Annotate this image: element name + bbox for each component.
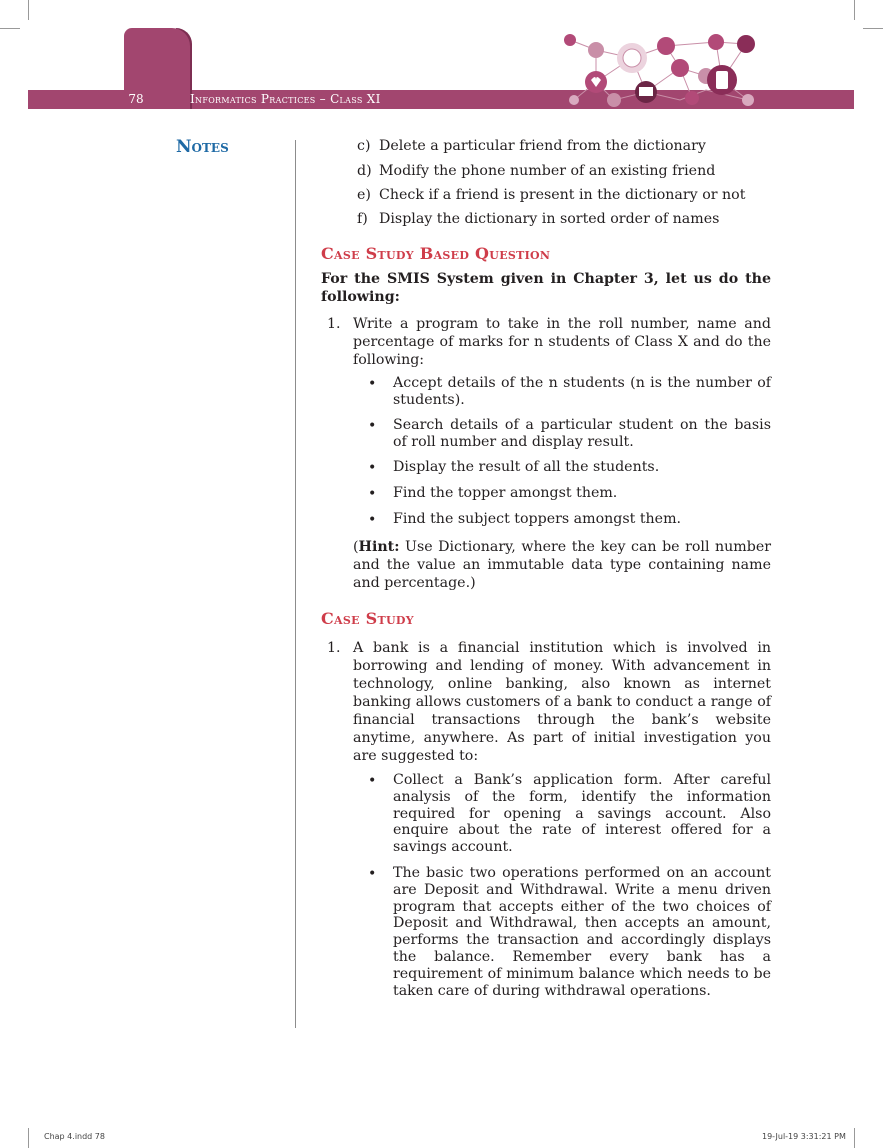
exercise-item-marker: e) [357,187,371,203]
question-text: A bank is a financial institution which is involved in borrowing and lending of money. With advancement in technology, online banking, also known as internet banking allows customers of a bank to conduct a range of financial transactions through the bank’s website anytime, anywhere. As part of initial investigation you are suggested to: [353,640,771,764]
notes-label: Notes [176,137,229,157]
footer-file-info: Chap 4.indd 78 [44,1132,105,1141]
bullet-text: Find the subject toppers amongst them. [393,511,682,527]
crop-mark [863,28,883,29]
crop-mark [28,1128,29,1148]
question-number: 1. [327,316,341,332]
question-number: 1. [327,640,341,656]
bullet-text: The basic two operations performed on an account are Deposit and Withdrawal. Write a menu driven program that accepts either of the two choices of Deposit and Withdrawal, then accepts an amount, performs the transaction and accordingly displays the balance. Remember every bank has a requirement of minimum balance which needs to be taken care of during withdrawal operations. [393,865,771,999]
exercise-item-marker: c) [357,138,371,154]
bullet-marker: • [368,773,377,789]
column-divider [295,140,296,1028]
footer-timestamp: 19-Jul-19 3:31:21 PM [762,1132,846,1141]
bullet-marker: • [368,418,377,434]
section-heading: Case Study [321,609,414,628]
exercise-item-marker: d) [357,163,372,179]
bullet-marker: • [368,376,377,392]
exercise-item-text: Check if a friend is present in the dictionary or not [379,187,746,203]
section-intro [321,270,771,306]
bullet-marker: • [368,460,377,476]
hint-text: Use Dictionary, where the key can be roll number and the value an immutable data type containing name and percentage.) [353,539,771,591]
exercise-item-text: Display the dictionary in sorted order of names [379,211,720,227]
exercise-item-marker: f) [357,211,368,227]
hint-open: ( [353,539,359,555]
bullet-text: Display the result of all the students. [393,459,660,475]
crop-mark [854,1128,855,1148]
hint-paragraph [353,538,771,592]
exercise-item-text: Modify the phone number of an existing friend [379,163,716,179]
page-number: 78 [128,92,144,106]
hint-label: Hint: [358,539,400,555]
crop-mark [854,0,855,20]
question-text: Write a program to take in the roll number, name and percentage of marks for n students of Class X and do the following: [353,316,771,368]
section-heading: Case Study Based Question [321,244,551,263]
bullet-marker: • [368,866,377,882]
bullet-text: Collect a Bank’s application form. After careful analysis of the form, identify the information required for opening a savings account. Also enquire about the rate of interest offered for a savings account. [393,772,771,856]
bullet-text: Find the topper amongst them. [393,485,618,501]
bullet-text: Accept details of the n students (n is the number of students). [393,375,771,408]
crop-mark [28,0,29,20]
bullet-marker: • [368,486,377,502]
bullet-marker: • [368,512,377,528]
network-illustration [556,28,796,112]
running-title: Informatics Practices – Class XI [190,92,381,106]
crop-mark [0,28,20,29]
exercise-item-text: Delete a particular friend from the dictionary [379,138,706,154]
bullet-text: Search details of a particular student on the basis of roll number and display result. [393,417,771,450]
section-intro-text: For the SMIS System given in Chapter 3, let us do the following: [321,271,771,305]
